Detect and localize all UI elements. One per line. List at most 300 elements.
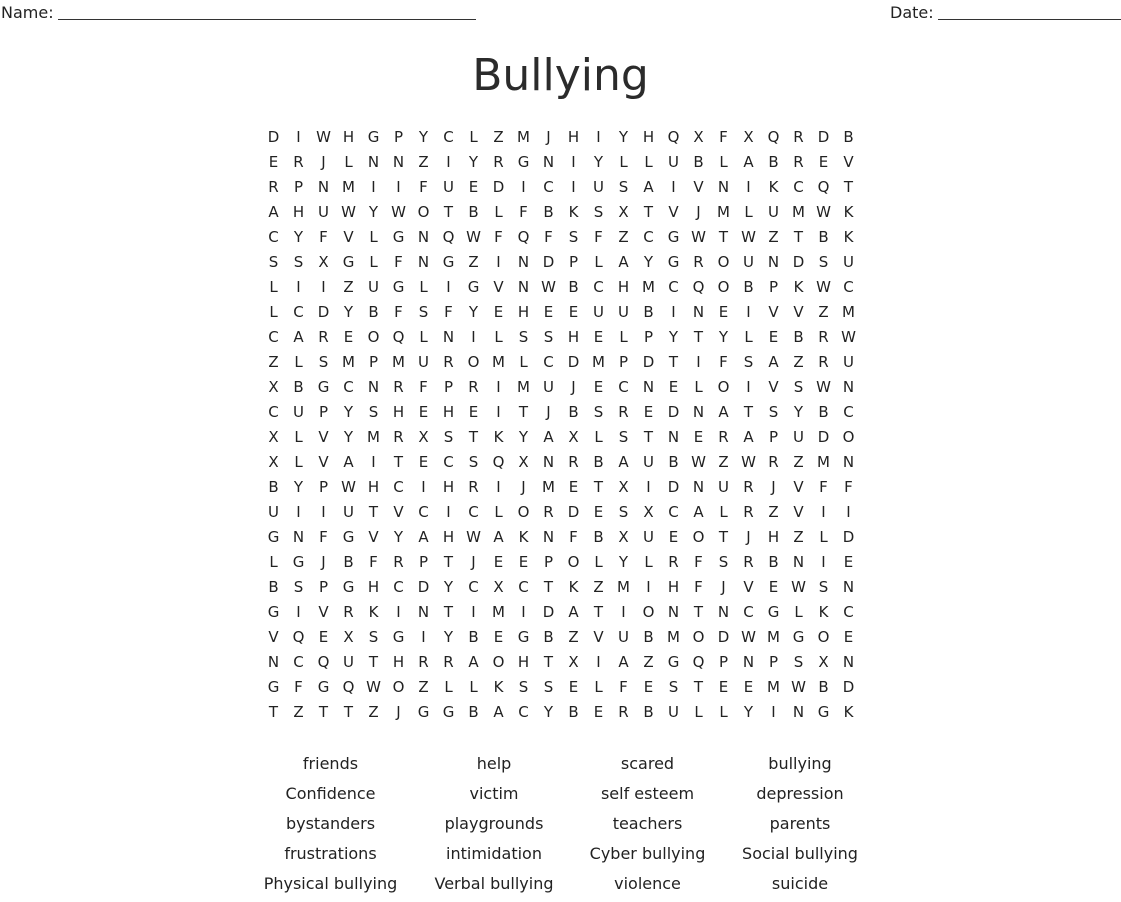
grid-letter: U	[643, 453, 654, 471]
grid-letter: V	[343, 228, 354, 246]
grid-letter: L	[269, 278, 278, 296]
grid-letter: C	[343, 378, 354, 396]
word-bank-item: Confidence	[285, 784, 376, 803]
grid-row	[261, 300, 861, 325]
grid-letter: M	[842, 303, 855, 321]
grid-letter: S	[468, 453, 479, 471]
grid-letter: V	[793, 503, 804, 521]
grid-letter: L	[719, 703, 728, 721]
grid-letter: D	[842, 678, 855, 696]
grid-letter: I	[671, 178, 676, 196]
grid-letter: F	[594, 228, 603, 246]
grid-letter: I	[571, 153, 576, 171]
grid-letter: Y	[343, 303, 354, 321]
grid-letter: A	[618, 653, 629, 671]
grid-letter: J	[321, 153, 326, 171]
grid-letter: L	[694, 378, 703, 396]
grid-letter: Q	[767, 128, 780, 146]
grid-letter: H	[442, 403, 455, 421]
grid-letter: V	[693, 178, 704, 196]
grid-letter: S	[818, 578, 829, 596]
grid-letter: H	[292, 203, 305, 221]
grid-letter: R	[618, 403, 629, 421]
grid-letter: R	[293, 153, 304, 171]
grid-letter: G	[342, 253, 355, 271]
grid-letter: B	[268, 578, 279, 596]
grid-letter: N	[792, 703, 805, 721]
grid-letter: C	[443, 128, 454, 146]
grid-letter: S	[768, 403, 779, 421]
word-bank-item: bullying	[768, 754, 832, 773]
grid-letter: V	[318, 603, 329, 621]
grid-letter: G	[442, 703, 455, 721]
grid-letter: I	[471, 328, 476, 346]
grid-letter: B	[468, 203, 479, 221]
grid-letter: G	[667, 653, 680, 671]
grid-letter: N	[417, 603, 430, 621]
grid-letter: G	[267, 678, 280, 696]
grid-letter: R	[393, 378, 404, 396]
grid-letter: X	[518, 453, 529, 471]
grid-letter: H	[617, 278, 630, 296]
grid-letter: Y	[668, 328, 679, 346]
grid-letter: Y	[293, 478, 304, 496]
grid-letter: W	[841, 328, 856, 346]
grid-letter: E	[643, 678, 654, 696]
grid-letter: X	[643, 503, 654, 521]
grid-letter: O	[492, 653, 505, 671]
grid-letter: C	[468, 578, 479, 596]
grid-letter: U	[668, 153, 679, 171]
grid-letter: T	[443, 203, 454, 221]
grid-letter: S	[618, 428, 629, 446]
grid-letter: D	[542, 253, 555, 271]
grid-letter: L	[744, 328, 753, 346]
grid-letter: E	[718, 678, 729, 696]
grid-letter: I	[496, 253, 501, 271]
word-bank-item: Verbal bullying	[434, 874, 554, 893]
grid-letter: H	[442, 528, 455, 546]
grid-letter: C	[418, 503, 429, 521]
grid-letter: E	[418, 453, 429, 471]
grid-letter: B	[543, 628, 554, 646]
grid-letter: E	[743, 678, 754, 696]
grid-letter: T	[693, 603, 704, 621]
grid-letter: Y	[793, 403, 804, 421]
grid-letter: I	[646, 578, 651, 596]
grid-letter: L	[419, 278, 428, 296]
grid-letter: U	[293, 403, 304, 421]
grid-letter: M	[542, 478, 555, 496]
grid-letter: A	[618, 253, 629, 271]
grid-row	[261, 275, 861, 300]
grid-letter: I	[371, 178, 376, 196]
grid-letter: T	[793, 228, 804, 246]
grid-letter: S	[518, 678, 529, 696]
grid-letter: B	[568, 403, 579, 421]
grid-letter: N	[842, 378, 855, 396]
grid-letter: W	[791, 678, 806, 696]
grid-letter: N	[367, 378, 380, 396]
grid-letter: P	[718, 653, 729, 671]
grid-letter: R	[793, 153, 804, 171]
grid-letter: D	[717, 628, 730, 646]
grid-letter: Z	[368, 703, 379, 721]
grid-letter: V	[393, 503, 404, 521]
grid-letter: Q	[517, 228, 530, 246]
grid-letter: D	[667, 478, 680, 496]
grid-letter: U	[443, 178, 454, 196]
date-label: Date:	[890, 3, 934, 22]
grid-letter: R	[743, 503, 754, 521]
grid-letter: T	[693, 328, 704, 346]
grid-letter: J	[696, 203, 701, 221]
date-field[interactable]	[890, 3, 1121, 23]
grid-letter: C	[293, 653, 304, 671]
grid-letter: M	[717, 203, 730, 221]
grid-letter: F	[394, 253, 403, 271]
grid-letter: A	[543, 428, 554, 446]
word-bank-item: help	[476, 754, 512, 773]
grid-letter: Z	[493, 128, 504, 146]
grid-letter: I	[296, 603, 301, 621]
grid-letter: O	[842, 428, 855, 446]
grid-letter: P	[293, 178, 304, 196]
grid-letter: O	[717, 278, 730, 296]
grid-letter: X	[693, 128, 704, 146]
grid-letter: H	[392, 403, 405, 421]
grid-letter: U	[593, 178, 604, 196]
grid-letter: O	[392, 678, 405, 696]
grid-letter: T	[443, 603, 454, 621]
grid-letter: Z	[418, 153, 429, 171]
grid-letter: V	[368, 528, 379, 546]
grid-letter: I	[846, 503, 851, 521]
grid-letter: P	[618, 353, 629, 371]
grid-letter: B	[543, 203, 554, 221]
grid-letter: D	[667, 403, 680, 421]
grid-letter: R	[793, 128, 804, 146]
grid-letter: N	[717, 178, 730, 196]
grid-letter: C	[593, 278, 604, 296]
grid-letter: L	[644, 553, 653, 571]
grid-letter: W	[816, 378, 831, 396]
grid-letter: B	[643, 303, 654, 321]
grid-letter: I	[371, 453, 376, 471]
grid-letter: X	[268, 428, 279, 446]
grid-letter: N	[842, 453, 855, 471]
grid-letter: B	[268, 478, 279, 496]
grid-row	[261, 450, 861, 475]
grid-letter: J	[746, 528, 751, 546]
grid-letter: G	[442, 253, 455, 271]
grid-letter: R	[818, 328, 829, 346]
grid-letter: W	[741, 228, 756, 246]
grid-letter: D	[492, 178, 505, 196]
grid-letter: U	[343, 503, 354, 521]
grid-letter: Y	[618, 553, 629, 571]
grid-letter: I	[446, 153, 451, 171]
grid-letter: I	[596, 653, 601, 671]
grid-letter: D	[417, 578, 430, 596]
grid-letter: U	[793, 428, 804, 446]
grid-letter: M	[592, 353, 605, 371]
grid-letter: V	[793, 303, 804, 321]
grid-letter: I	[746, 303, 751, 321]
grid-letter: T	[543, 653, 554, 671]
grid-letter: L	[694, 703, 703, 721]
grid-letter: M	[492, 603, 505, 621]
grid-letter: M	[767, 628, 780, 646]
grid-letter: U	[743, 253, 754, 271]
grid-letter: M	[517, 128, 530, 146]
grid-letter: M	[492, 353, 505, 371]
word-bank-item: Cyber bullying	[589, 844, 706, 863]
word-bank-item: depression	[756, 784, 844, 803]
grid-row	[261, 650, 861, 675]
grid-letter: I	[821, 503, 826, 521]
word-bank-item: teachers	[612, 814, 683, 833]
grid-row	[261, 150, 861, 175]
grid-letter: T	[368, 653, 379, 671]
grid-letter: X	[818, 653, 829, 671]
grid-row	[261, 600, 861, 625]
grid-letter: C	[518, 578, 529, 596]
word-bank-item: violence	[614, 874, 681, 893]
grid-letter: V	[743, 578, 754, 596]
grid-letter: E	[768, 578, 779, 596]
grid-letter: R	[768, 453, 779, 471]
grid-letter: A	[693, 503, 704, 521]
grid-letter: R	[443, 653, 454, 671]
grid-letter: C	[668, 278, 679, 296]
grid-letter: B	[768, 553, 779, 571]
grid-letter: R	[468, 478, 479, 496]
grid-letter: J	[396, 703, 401, 721]
grid-letter: V	[768, 303, 779, 321]
grid-letter: E	[593, 328, 604, 346]
grid-letter: Q	[492, 453, 505, 471]
grid-letter: U	[543, 378, 554, 396]
grid-letter: N	[842, 578, 855, 596]
grid-letter: U	[668, 703, 679, 721]
grid-letter: E	[543, 303, 554, 321]
grid-letter: E	[593, 503, 604, 521]
grid-letter: M	[667, 628, 680, 646]
grid-letter: E	[518, 553, 529, 571]
grid-letter: F	[694, 578, 703, 596]
grid-letter: L	[369, 228, 378, 246]
grid-letter: R	[718, 428, 729, 446]
grid-letter: Q	[442, 228, 455, 246]
grid-letter: L	[419, 328, 428, 346]
grid-letter: L	[619, 328, 628, 346]
grid-letter: E	[568, 678, 579, 696]
grid-letter: G	[317, 378, 330, 396]
grid-letter: M	[617, 578, 630, 596]
grid-letter: J	[771, 478, 776, 496]
grid-letter: J	[546, 128, 551, 146]
grid-letter: T	[268, 703, 279, 721]
grid-letter: Y	[518, 428, 529, 446]
grid-letter: J	[321, 553, 326, 571]
grid-row	[261, 475, 861, 500]
grid-letter: N	[542, 528, 555, 546]
grid-letter: R	[468, 378, 479, 396]
grid-letter: T	[368, 503, 379, 521]
grid-letter: Z	[268, 353, 279, 371]
grid-letter: X	[268, 378, 279, 396]
grid-letter: B	[468, 628, 479, 646]
date-blank-line[interactable]	[938, 3, 1121, 20]
grid-letter: W	[466, 528, 481, 546]
grid-letter: I	[446, 503, 451, 521]
grid-row	[261, 525, 861, 550]
grid-letter: E	[668, 528, 679, 546]
grid-letter: G	[417, 703, 430, 721]
grid-letter: I	[496, 378, 501, 396]
grid-letter: O	[692, 528, 705, 546]
grid-letter: N	[692, 303, 705, 321]
grid-letter: G	[367, 128, 380, 146]
grid-letter: D	[567, 503, 580, 521]
grid-letter: L	[294, 428, 303, 446]
name-field[interactable]	[1, 3, 476, 23]
grid-letter: S	[293, 578, 304, 596]
grid-letter: L	[594, 253, 603, 271]
grid-letter: D	[817, 428, 830, 446]
grid-letter: O	[567, 553, 580, 571]
grid-letter: N	[367, 153, 380, 171]
grid-letter: L	[494, 503, 503, 521]
grid-letter: B	[368, 303, 379, 321]
name-blank-line[interactable]	[58, 3, 476, 20]
word-bank-item: suicide	[771, 874, 829, 893]
grid-letter: D	[842, 528, 855, 546]
grid-letter: G	[517, 153, 530, 171]
grid-letter: H	[392, 653, 405, 671]
grid-letter: K	[768, 178, 779, 196]
grid-letter: A	[643, 178, 654, 196]
grid-letter: A	[293, 328, 304, 346]
grid-letter: T	[743, 403, 754, 421]
grid-letter: L	[444, 678, 453, 696]
grid-row	[261, 625, 861, 650]
grid-letter: O	[692, 628, 705, 646]
grid-letter: I	[771, 703, 776, 721]
grid-letter: V	[493, 278, 504, 296]
grid-letter: I	[621, 603, 626, 621]
grid-letter: C	[668, 503, 679, 521]
grid-letter: N	[692, 478, 705, 496]
grid-letter: K	[568, 578, 579, 596]
grid-letter: U	[768, 203, 779, 221]
grid-letter: I	[521, 603, 526, 621]
grid-letter: M	[767, 678, 780, 696]
grid-letter: K	[518, 528, 529, 546]
grid-letter: O	[367, 328, 380, 346]
grid-letter: R	[443, 353, 454, 371]
grid-letter: J	[571, 378, 576, 396]
grid-letter: B	[818, 228, 829, 246]
page-title: Bullying	[472, 50, 649, 101]
grid-letter: F	[369, 553, 378, 571]
grid-letter: L	[719, 503, 728, 521]
grid-letter: H	[767, 528, 780, 546]
grid-letter: W	[466, 228, 481, 246]
grid-letter: E	[318, 628, 329, 646]
grid-letter: S	[818, 253, 829, 271]
grid-letter: U	[618, 303, 629, 321]
grid-row	[261, 250, 861, 275]
grid-letter: A	[468, 653, 479, 671]
grid-row	[261, 375, 861, 400]
grid-row	[261, 550, 861, 575]
grid-letter: R	[818, 353, 829, 371]
grid-letter: R	[743, 553, 754, 571]
grid-letter: I	[696, 353, 701, 371]
word-bank-item: bystanders	[285, 814, 376, 833]
grid-letter: S	[268, 253, 279, 271]
grid-letter: A	[718, 403, 729, 421]
grid-letter: H	[517, 653, 530, 671]
grid-letter: Y	[468, 303, 479, 321]
grid-letter: M	[517, 378, 530, 396]
grid-letter: P	[643, 328, 654, 346]
grid-letter: C	[793, 178, 804, 196]
grid-letter: G	[667, 253, 680, 271]
grid-letter: W	[691, 453, 706, 471]
grid-letter: D	[642, 353, 655, 371]
grid-row	[261, 175, 861, 200]
grid-letter: A	[493, 528, 504, 546]
grid-letter: F	[619, 678, 628, 696]
grid-letter: A	[343, 453, 354, 471]
grid-letter: O	[817, 628, 830, 646]
grid-letter: E	[718, 303, 729, 321]
grid-letter: E	[493, 553, 504, 571]
grid-letter: B	[293, 378, 304, 396]
grid-letter: Y	[593, 153, 604, 171]
grid-letter: T	[668, 353, 679, 371]
grid-letter: A	[418, 528, 429, 546]
grid-letter: X	[268, 453, 279, 471]
grid-letter: R	[543, 503, 554, 521]
grid-letter: N	[742, 653, 755, 671]
grid-letter: L	[794, 603, 803, 621]
word-bank-item: playgrounds	[444, 814, 544, 833]
grid-letter: Q	[317, 653, 330, 671]
grid-letter: G	[392, 278, 405, 296]
word-bank-item: frustrations	[284, 844, 377, 863]
grid-letter: K	[843, 228, 854, 246]
grid-letter: T	[643, 203, 654, 221]
grid-letter: N	[317, 178, 330, 196]
grid-letter: P	[318, 578, 329, 596]
grid-letter: B	[668, 453, 679, 471]
grid-letter: P	[318, 478, 329, 496]
grid-letter: I	[746, 178, 751, 196]
grid-letter: Q	[692, 278, 705, 296]
grid-letter: E	[468, 403, 479, 421]
grid-letter: C	[843, 278, 854, 296]
grid-letter: Y	[468, 153, 479, 171]
grid-letter: S	[368, 403, 379, 421]
grid-letter: X	[568, 653, 579, 671]
grid-row	[261, 400, 861, 425]
grid-letter: D	[567, 353, 580, 371]
grid-letter: X	[618, 528, 629, 546]
